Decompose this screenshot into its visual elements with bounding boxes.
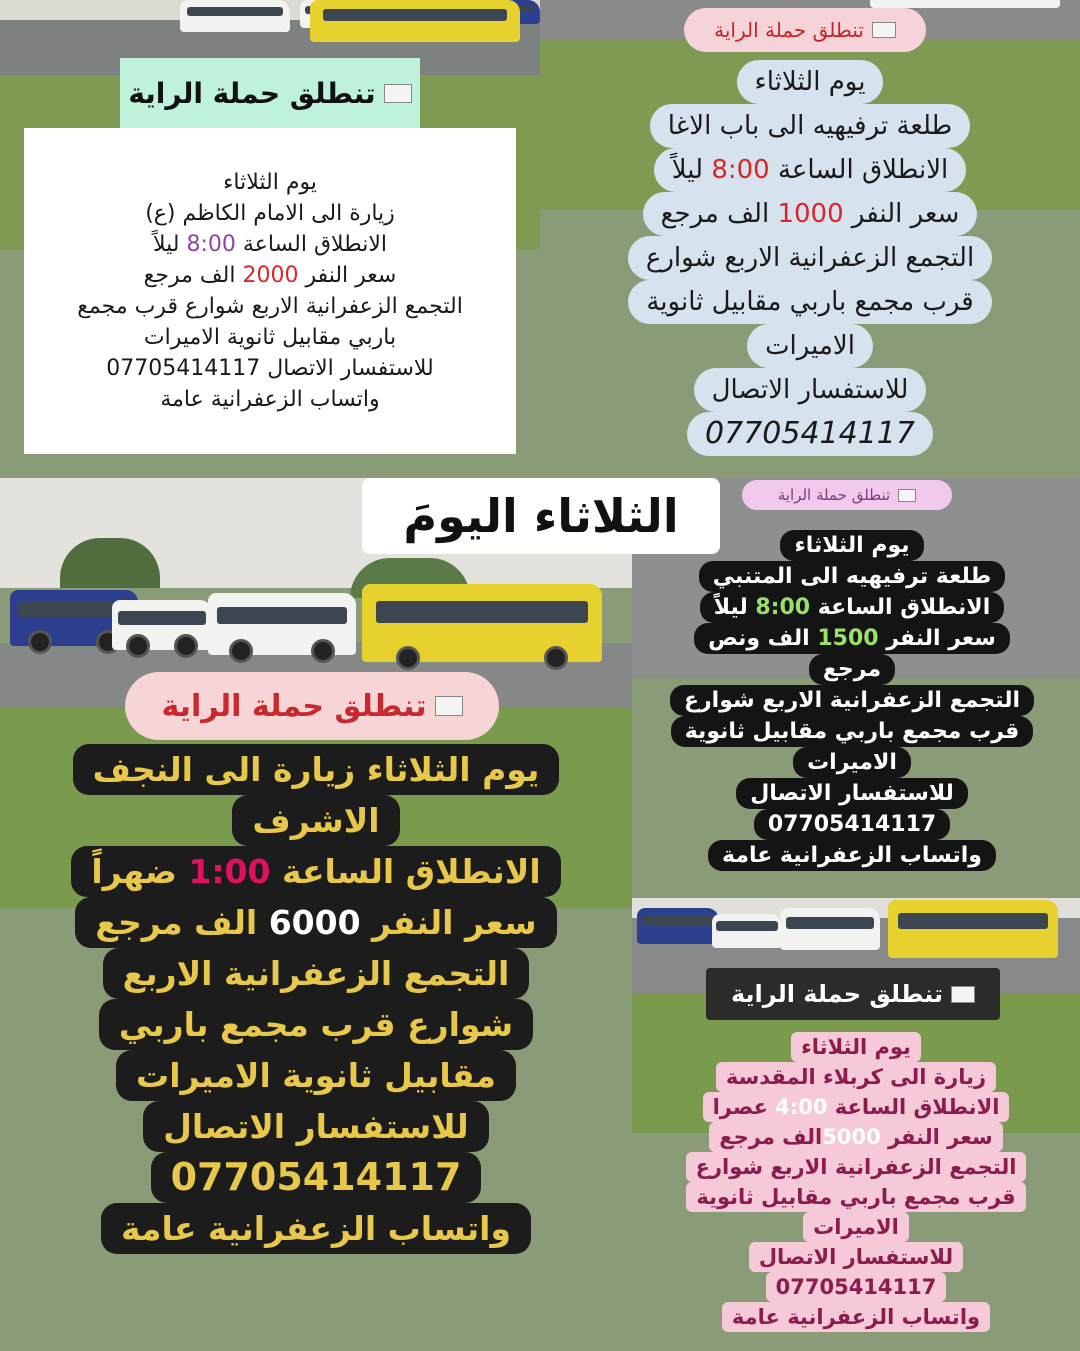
poster-line: يوم الثلاثاء [791,1032,921,1062]
poster-line: التجمع الزعفرانية الاربع شوارع [686,1152,1027,1182]
poster-line: الاميرات [803,1212,909,1242]
banner-text: الثلاثاء اليومَ [403,489,679,543]
poster-line: التجمع الزعفرانية الاربع شوارع قرب مجمع [77,294,463,319]
poster-line: واتساب الزعفرانية عامة [101,1203,531,1254]
poster-kadhimiya [0,0,540,478]
campaign-tag-text: تنطلق حملة الراية [777,486,891,504]
line-text: ليلاً [671,155,712,185]
highlight-value: 1000 [777,199,844,229]
poster-line: للاستفسار الاتصال 07705414117 [106,356,434,381]
poster-line: 07705414117 [754,809,950,840]
line-text: سعر النفر [360,903,537,942]
poster-line: للاستفسار الاتصال [736,778,968,809]
poster-line: قرب مجمع باربي مقابيل ثانوية [628,280,991,324]
highlight-value: 4:00 [775,1095,828,1119]
line-text: سعر النفر [298,263,397,288]
poster-line: قرب مجمع باربي مقابيل ثانوية [686,1182,1025,1212]
campaign-tag [706,968,1000,1020]
poster-line [654,148,966,192]
bus-image [888,900,1058,958]
poster-line: يوم الثلاثاء [223,170,317,195]
poster-details [560,60,1060,456]
line-text: الف مرجع [95,903,269,942]
campaign-tag [742,480,952,510]
bus-image [180,0,290,32]
poster-line [153,229,387,260]
bus-image [362,584,602,662]
line-text: ضهراً [91,852,189,891]
line-text: الف مرجع [719,1125,823,1149]
poster-line: للاستفسار الاتصال [694,368,927,412]
poster-line: للاستفسار الاتصال [143,1101,488,1152]
poster-line: طلعة ترفيهيه الى باب الاغا [650,104,971,148]
line-text: الف مرجع [660,199,778,229]
highlight-value: 1500 [817,626,879,651]
bus-image [112,600,212,650]
poster-line: الاميرات [747,324,873,368]
campaign-tag-text: تنطلق حملة الراية [714,18,864,42]
highlight-value: 8:00 [755,595,811,620]
white-flag-icon [951,986,975,1003]
poster-line: زيارة الى الامام الكاظم (ع) [145,201,395,226]
bus-image [712,914,782,948]
poster-line: طلعة ترفيهيه الى المتنبي [699,561,1005,592]
poster-line: واتساب الزعفرانية عامة [722,1302,990,1332]
poster-line [703,1092,1010,1122]
poster-details [642,1032,1070,1332]
poster-line: التجمع الزعفرانية الاربع شوارع [670,685,1034,716]
line-text: ليلاً [153,232,187,257]
line-text: الانطلاق الساعة [235,232,387,257]
campaign-tag-text: تنطلق حملة الراية [128,76,376,110]
campaign-tag [125,672,499,740]
poster-line: التجمع الزعفرانية الاربع [103,948,530,999]
poster-line: للاستفسار الاتصال [749,1242,963,1272]
poster-line: واتساب الزعفرانية عامة [160,387,380,412]
line-text: عصرا [712,1095,776,1119]
poster-line [700,592,1004,623]
poster-line: قرب مجمع باربي مقابيل ثانوية [671,716,1034,747]
poster-line: الاشرف [232,795,399,846]
line-text: سعر النفر [878,626,996,651]
poster-details [30,744,602,1254]
campaign-tag [684,8,926,52]
poster-line: 07705414117 [766,1272,947,1302]
poster-line [643,192,978,236]
highlight-value: 8:00 [186,232,236,257]
highlight-value: 5000 [822,1125,881,1149]
poster-line: واتساب الزعفرانية عامة [708,840,996,871]
poster-line: 07705414117 [687,412,933,456]
tuesday-today-banner [362,478,720,554]
white-flag-icon [435,696,463,716]
line-text: الانطلاق الساعة [270,852,541,891]
poster-line: يوم الثلاثاء زيارة الى النجف [73,744,560,795]
campaign-tag [120,58,420,128]
white-flag-icon [898,489,916,502]
poster-line [694,623,1010,654]
poster-karbala [632,898,1080,1351]
bus-image [208,593,356,655]
campaign-tag-text: تنطلق حملة الراية [730,980,944,1008]
poster-details [652,530,1052,871]
poster-line: التجمع الزعفرانية الاربع شوارع [628,236,992,280]
poster-bab-alagha [540,0,1080,478]
line-text: الانطلاق الساعة [827,1095,1000,1119]
highlight-value: 8:00 [711,155,770,185]
poster-details [24,128,516,454]
line-text: سعر النفر [843,199,960,229]
poster-line [71,846,560,897]
bus-image [780,908,880,950]
poster-line: باربي مقابيل ثانوية الاميرات [143,325,397,350]
poster-line: يوم الثلاثاء [737,60,884,104]
poster-line: يوم الثلاثاء [780,530,923,561]
poster-line: مرجع [809,654,895,685]
poster-line [75,897,556,948]
poster-line: زيارة الى كربلاء المقدسة [716,1062,996,1092]
poster-line: 07705414117 [151,1152,482,1203]
line-text: الانطلاق الساعة [769,155,949,185]
line-text: الف مرجع [143,263,243,288]
line-text: الانطلاق الساعة [810,595,991,620]
campaign-tag-text: تنطلق حملة الراية [161,688,427,724]
highlight-value: 2000 [242,263,299,288]
white-flag-icon [872,22,896,38]
highlight-value: 1:00 [188,852,271,891]
poster-line [144,260,397,291]
poster-line [709,1122,1002,1152]
bus-image [310,0,520,42]
poster-line: مقابيل ثانوية الاميرات [116,1050,516,1101]
poster-line: الاميرات [793,747,911,778]
highlight-value: 6000 [268,903,361,942]
poster-line: شوارع قرب مجمع باربي [99,999,533,1050]
line-text: ليلاً [713,595,756,620]
line-text: سعر النفر [880,1125,993,1149]
white-flag-icon [384,84,412,103]
poster-najaf [0,478,632,1351]
bus-image [870,0,1060,8]
line-text: الف ونص [708,626,818,651]
bus-image [637,908,719,944]
